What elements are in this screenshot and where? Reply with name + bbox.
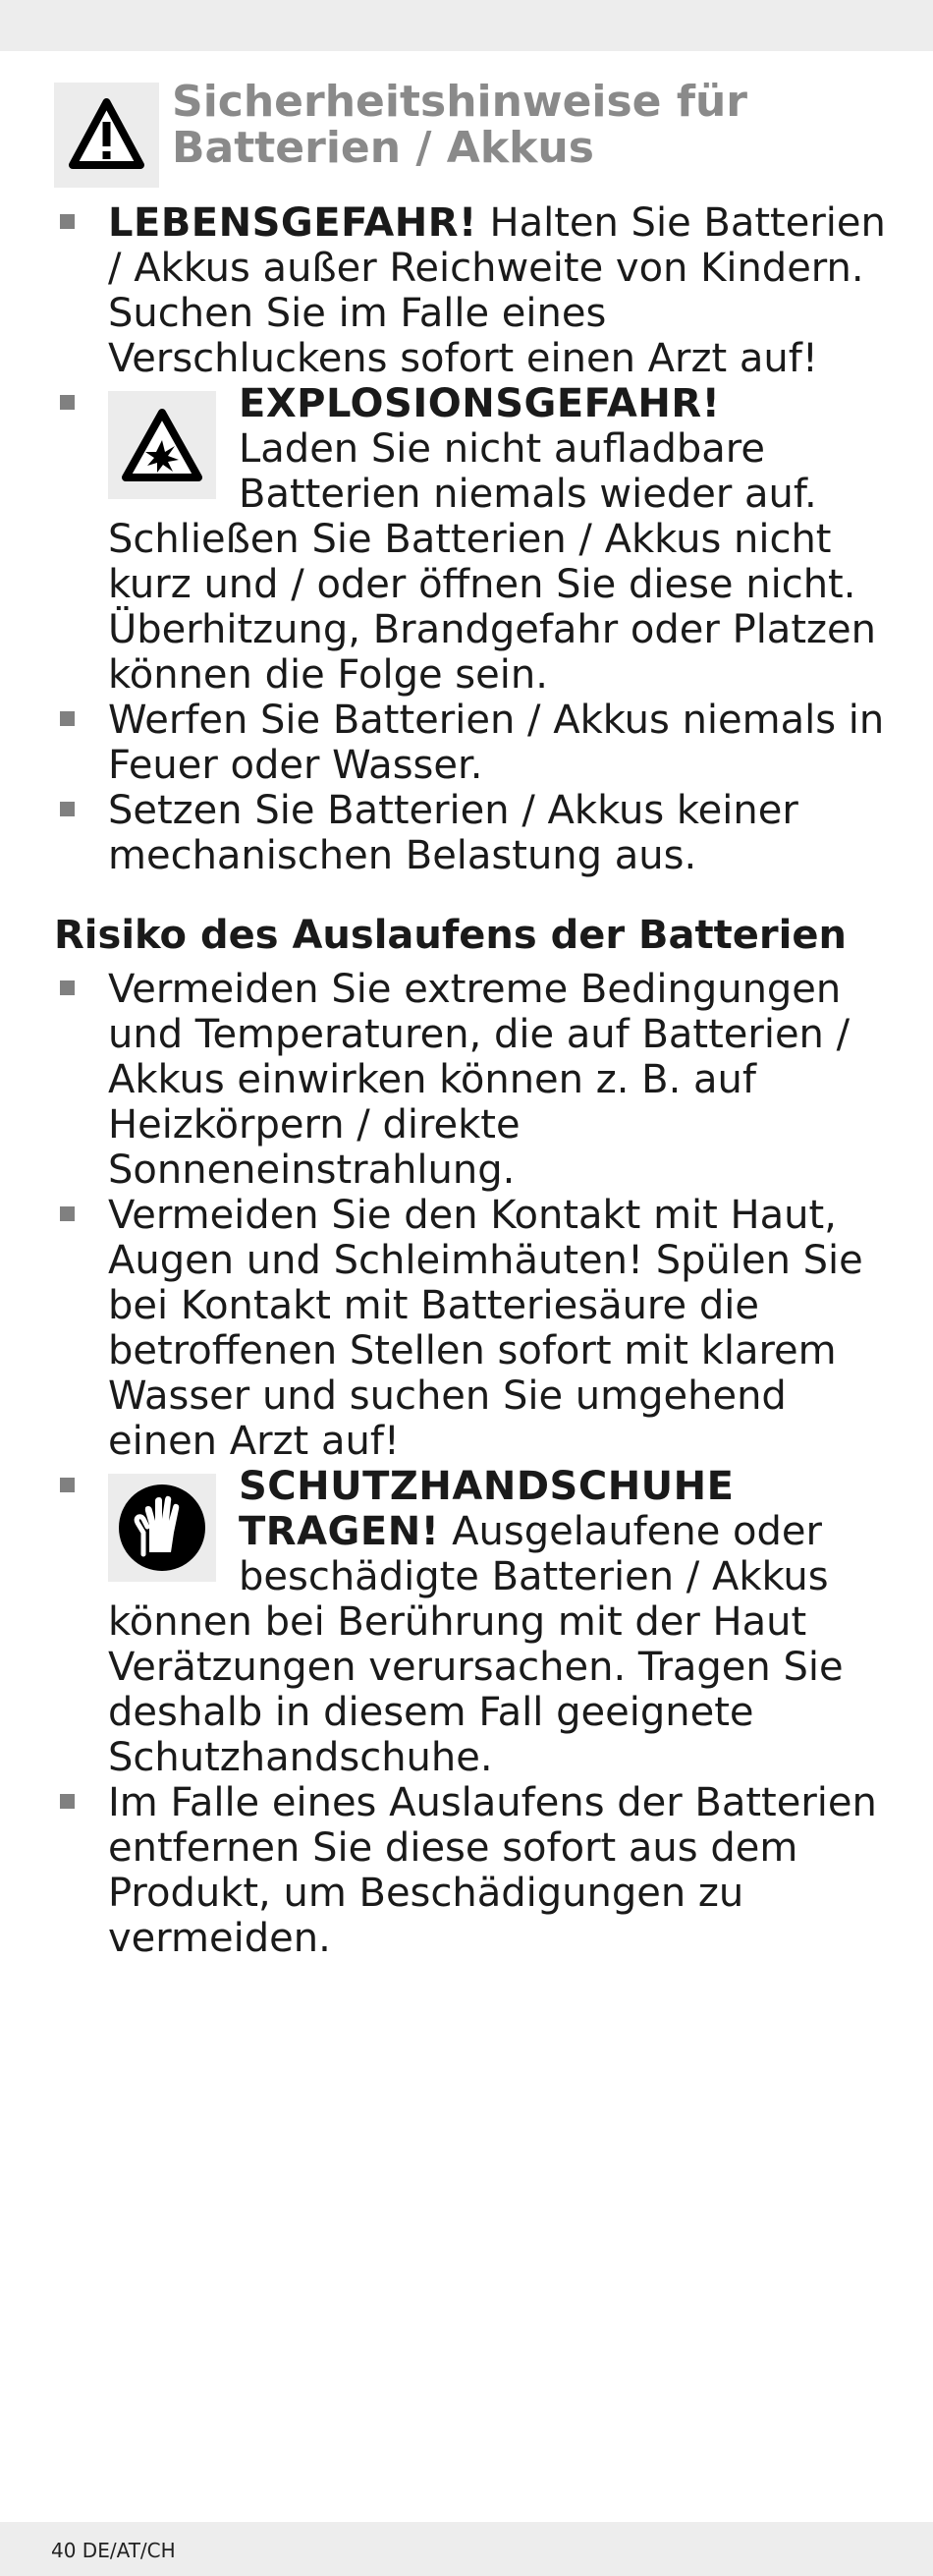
bullet-icon (60, 1478, 75, 1492)
bullet-icon (60, 980, 75, 995)
bullet-icon (60, 214, 75, 229)
list-item-text: Werfen Sie Batterien / Akkus niemals in Feuer oder Wasser. (108, 698, 885, 788)
list-item-text: können bei Berührung mit der Haut Verätzungen verursachen. Tragen Sie deshalb in diesem Fall geeignete Schutzhandschuhe. (108, 1599, 844, 1780)
list-item-text: Halten Sie Batterien / Akkus außer Reichweite von Kindern. Suchen Sie im Falle eines Verschluckens sofort einen Arzt auf! (108, 200, 886, 381)
hazard-heading: EXPLOSIONSGEFAHR! (239, 381, 721, 426)
hazard-heading: SCHUTZHANDSCHUHE (239, 1464, 735, 1509)
list-item (54, 788, 889, 878)
bullet-icon (60, 1206, 75, 1221)
leakage-list (54, 967, 889, 1961)
list-item-text: Vermeiden Sie den Kontakt mit Haut, Augen und Schleimhäuten! Spülen Sie bei Kontakt mit Batteriesäure die betroffenen Stellen sofort mit klarem Wasser und suchen Sie umgehend einen Arzt auf! (108, 1193, 863, 1464)
explosion-hazard-icon (108, 391, 216, 499)
protective-gloves-icon (108, 1474, 216, 1582)
list-item-text: Vermeiden Sie extreme Bedingungen und Temperaturen, die auf Batterien / Akkus einwirken können z. B. auf Heizkörpern / direkte Sonneneinstrahlung. (108, 967, 851, 1193)
top-margin-bar (0, 0, 933, 51)
list-item (54, 698, 889, 788)
page-content (54, 79, 889, 1961)
bullet-icon (60, 802, 75, 816)
section-title: Risiko des Auslaufens der Batterien (54, 913, 847, 958)
list-item-text: Setzen Sie Batterien / Akkus keiner mechanischen Belastung aus. (108, 788, 798, 878)
title-line-1: Sicherheitshinweise für (172, 77, 748, 127)
bullet-icon (60, 711, 75, 726)
list-item-text: Im Falle eines Auslaufens der Batterien entfernen Sie diese sofort aus dem Produkt, um Beschädigungen zu vermeiden. (108, 1780, 877, 1961)
list-item (54, 1193, 889, 1464)
warning-triangle-icon (54, 83, 159, 188)
list-item-text: Ausgelaufene oder beschädigte Batterien / Akkus (239, 1509, 829, 1599)
bullet-icon (60, 1794, 75, 1809)
list-item-text: Schließen Sie Batterien / Akkus nicht kurz und / oder öffnen Sie diese nicht. Überhitzung, Brandgefahr oder Platzen können die Folge sein. (108, 517, 876, 698)
section-header (54, 79, 889, 187)
list-item (54, 967, 889, 1193)
list-item (54, 381, 889, 698)
hazard-heading: TRAGEN! (239, 1509, 440, 1554)
page-title (172, 79, 859, 171)
safety-list (54, 200, 889, 878)
list-item-text: Laden Sie nicht aufladbare Batterien niemals wieder auf. (239, 426, 817, 517)
title-line-2: Batterien / Akkus (172, 123, 594, 173)
hazard-heading: LEBENSGEFAHR! (108, 200, 477, 246)
list-item (54, 1780, 889, 1961)
list-item (54, 1464, 889, 1780)
footer-bar (0, 2522, 933, 2576)
bullet-icon (60, 395, 75, 410)
page-number: 40 DE/AT/CH (51, 2539, 176, 2562)
list-item (54, 200, 889, 381)
